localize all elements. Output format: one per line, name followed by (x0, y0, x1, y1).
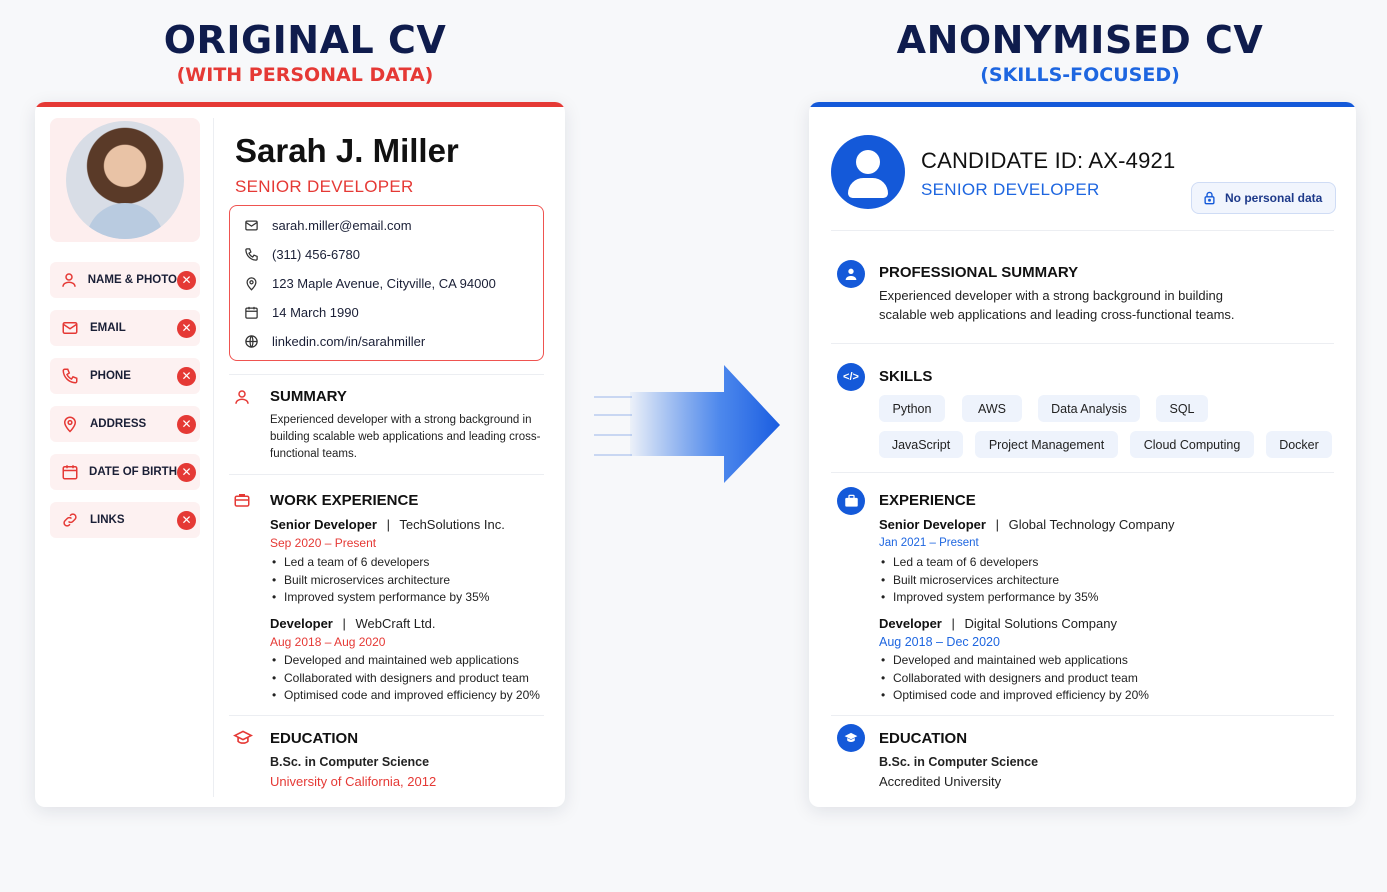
list-item: • Built microservices architecture (879, 572, 1098, 590)
list-item: • Collaborated with designers and product team (879, 670, 1149, 688)
skill-chip: Project Management (975, 431, 1118, 458)
personal-item-dob (50, 454, 200, 490)
job-company: TechSolutions Inc. (399, 517, 505, 532)
education-degree: B.Sc. in Computer Science (270, 755, 430, 769)
code-icon: </> (837, 363, 865, 391)
contact-email: sarah.miller@email.com (272, 218, 412, 233)
original-cv-subtitle: (WITH PERSONAL DATA) (176, 64, 434, 86)
anonymised-cv-subtitle: (SKILLS-FOCUSED) (980, 64, 1180, 86)
briefcase-icon (233, 491, 251, 514)
remove-icon: ✕ (177, 271, 196, 290)
contact-address-row (244, 276, 496, 291)
location-pin-icon (50, 415, 90, 433)
skill-chip: Data Analysis (1038, 395, 1140, 422)
summary-text: Experienced developer with a strong background in building scalable web applications and leading cross-functional teams. (270, 414, 541, 460)
contact-email-row (244, 218, 412, 233)
personal-item-name-photo (50, 262, 200, 298)
education-school: University of California, 2012 (270, 774, 437, 789)
education-heading: EDUCATION (879, 730, 968, 747)
contact-phone: (311) 456-6780 (272, 247, 360, 262)
calendar-icon (50, 463, 89, 481)
candidate-role: SENIOR DEVELOPER (921, 180, 1100, 199)
list-item: • Optimised code and improved efficiency by 20% (879, 687, 1149, 705)
job-title-line: Senior Developer | Global Technology Company (879, 517, 1175, 532)
skill-chip: SQL (1156, 395, 1208, 422)
skill-chip: Python (879, 395, 945, 422)
column-divider (213, 118, 214, 797)
remove-icon: ✕ (177, 319, 196, 338)
section-divider (831, 472, 1334, 473)
job-company: Digital Solutions Company (964, 616, 1117, 631)
list-item: • Led a team of 6 developers (879, 554, 1098, 572)
mail-icon (50, 319, 90, 337)
calendar-icon (244, 305, 272, 320)
remove-icon: ✕ (177, 511, 196, 530)
original-cv-title: ORIGINAL CV (163, 18, 447, 62)
arrow-right-icon (630, 365, 782, 485)
phone-icon (244, 247, 272, 262)
contact-phone-row (244, 247, 360, 262)
professional-summary-heading: PROFESSIONAL SUMMARY (879, 264, 1079, 281)
no-personal-data-badge (1191, 182, 1336, 214)
anonymised-cv-title: ANONYMISED CV (896, 18, 1264, 62)
experience-heading: EXPERIENCE (879, 492, 976, 509)
globe-icon (244, 334, 272, 349)
list-item: • Improved system performance by 35% (879, 589, 1098, 607)
list-item: • Optimised code and improved efficiency by 20% (270, 687, 540, 705)
card-top-accent (35, 102, 565, 107)
contact-dob: 14 March 1990 (272, 305, 359, 320)
list-item: • Built microservices architecture (270, 572, 489, 590)
user-icon (837, 260, 865, 288)
briefcase-icon (837, 487, 865, 515)
original-cv-card (35, 102, 565, 807)
job-title: Senior Developer (879, 517, 986, 532)
graduation-cap-icon (837, 724, 865, 752)
work-experience-heading: WORK EXPERIENCE (270, 492, 419, 509)
job-title-line: Senior Developer | TechSolutions Inc. (270, 517, 505, 532)
list-item: • Developed and maintained web applications (879, 652, 1149, 670)
job-dates: Aug 2018 – Aug 2020 (270, 635, 386, 649)
section-divider (831, 230, 1334, 231)
education-school: Accredited University (879, 774, 1002, 789)
section-divider (229, 715, 544, 716)
personal-item-phone (50, 358, 200, 394)
summary-heading: SUMMARY (270, 388, 347, 405)
graduation-cap-icon (233, 729, 253, 752)
job-company: WebCraft Ltd. (355, 616, 436, 631)
job-title-line: Developer | WebCraft Ltd. (270, 616, 436, 631)
job-title: Senior Developer (270, 517, 377, 532)
remove-icon: ✕ (177, 367, 196, 386)
job-bullets (270, 652, 540, 705)
personal-item-label: ADDRESS (90, 418, 147, 430)
skill-chip: JavaScript (879, 431, 963, 458)
job-company: Global Technology Company (1008, 517, 1175, 532)
job-title: Developer (879, 616, 942, 631)
candidate-role: SENIOR DEVELOPER (235, 177, 414, 196)
contact-linkedin: linkedin.com/in/sarahmiller (272, 334, 426, 349)
anonymised-cv-card (809, 102, 1356, 807)
contact-address: 123 Maple Avenue, Cityville, CA 94000 (272, 276, 496, 291)
personal-item-label: DATE OF BIRTH (89, 466, 177, 478)
contact-dob-row (244, 305, 359, 320)
summary-icon (233, 388, 251, 411)
candidate-name: Sarah J. Miller (235, 132, 459, 169)
location-pin-icon (244, 276, 272, 291)
section-divider (831, 715, 1334, 716)
education-heading: EDUCATION (270, 730, 359, 747)
personal-item-address (50, 406, 200, 442)
job-title: Developer (270, 616, 333, 631)
personal-item-links (50, 502, 200, 538)
list-item: • Improved system performance by 35% (270, 589, 489, 607)
professional-summary-text: Experienced developer with a strong background in building scalable web applications and leading cross-functional teams. (879, 288, 1235, 322)
phone-icon (50, 367, 90, 385)
user-icon (50, 271, 88, 289)
lock-icon (1202, 190, 1217, 206)
section-divider (831, 343, 1334, 344)
list-item: • Collaborated with designers and product team (270, 670, 540, 688)
job-dates: Jan 2021 – Present (879, 537, 979, 549)
list-item: • Developed and maintained web applications (270, 652, 540, 670)
job-dates: Sep 2020 – Present (270, 536, 377, 550)
skills-heading: SKILLS (879, 368, 933, 385)
badge-label: No personal data (1225, 191, 1323, 205)
skill-chip: Docker (1266, 431, 1332, 458)
job-title-line: Developer | Digital Solutions Company (879, 616, 1117, 631)
profile-photo (66, 121, 184, 239)
contact-linkedin-row (244, 334, 425, 349)
personal-item-email (50, 310, 200, 346)
job-dates: Aug 2018 – Dec 2020 (879, 635, 1000, 649)
personal-item-label: PHONE (90, 370, 131, 382)
candidate-id: CANDIDATE ID: AX-4921 (921, 148, 1176, 173)
personal-item-label: LINKS (90, 514, 125, 526)
contact-details-box (229, 205, 544, 361)
job-bullets (270, 554, 489, 607)
list-item: • Led a team of 6 developers (270, 554, 489, 572)
profile-photo-frame (50, 118, 200, 242)
job-bullets (879, 652, 1149, 705)
section-divider (229, 474, 544, 475)
job-bullets (879, 554, 1098, 607)
skill-chip: Cloud Computing (1130, 431, 1254, 458)
education-degree: B.Sc. in Computer Science (879, 755, 1039, 769)
remove-icon: ✕ (177, 415, 196, 434)
skill-chip: AWS (962, 395, 1022, 422)
card-top-accent (809, 102, 1356, 107)
personal-item-label: EMAIL (90, 322, 126, 334)
anonymous-avatar-icon (831, 135, 905, 209)
remove-icon: ✕ (177, 463, 196, 482)
link-icon (50, 511, 90, 529)
personal-item-label: NAME & PHOTO (87, 274, 177, 286)
mail-icon (244, 218, 272, 233)
section-divider (229, 374, 544, 375)
